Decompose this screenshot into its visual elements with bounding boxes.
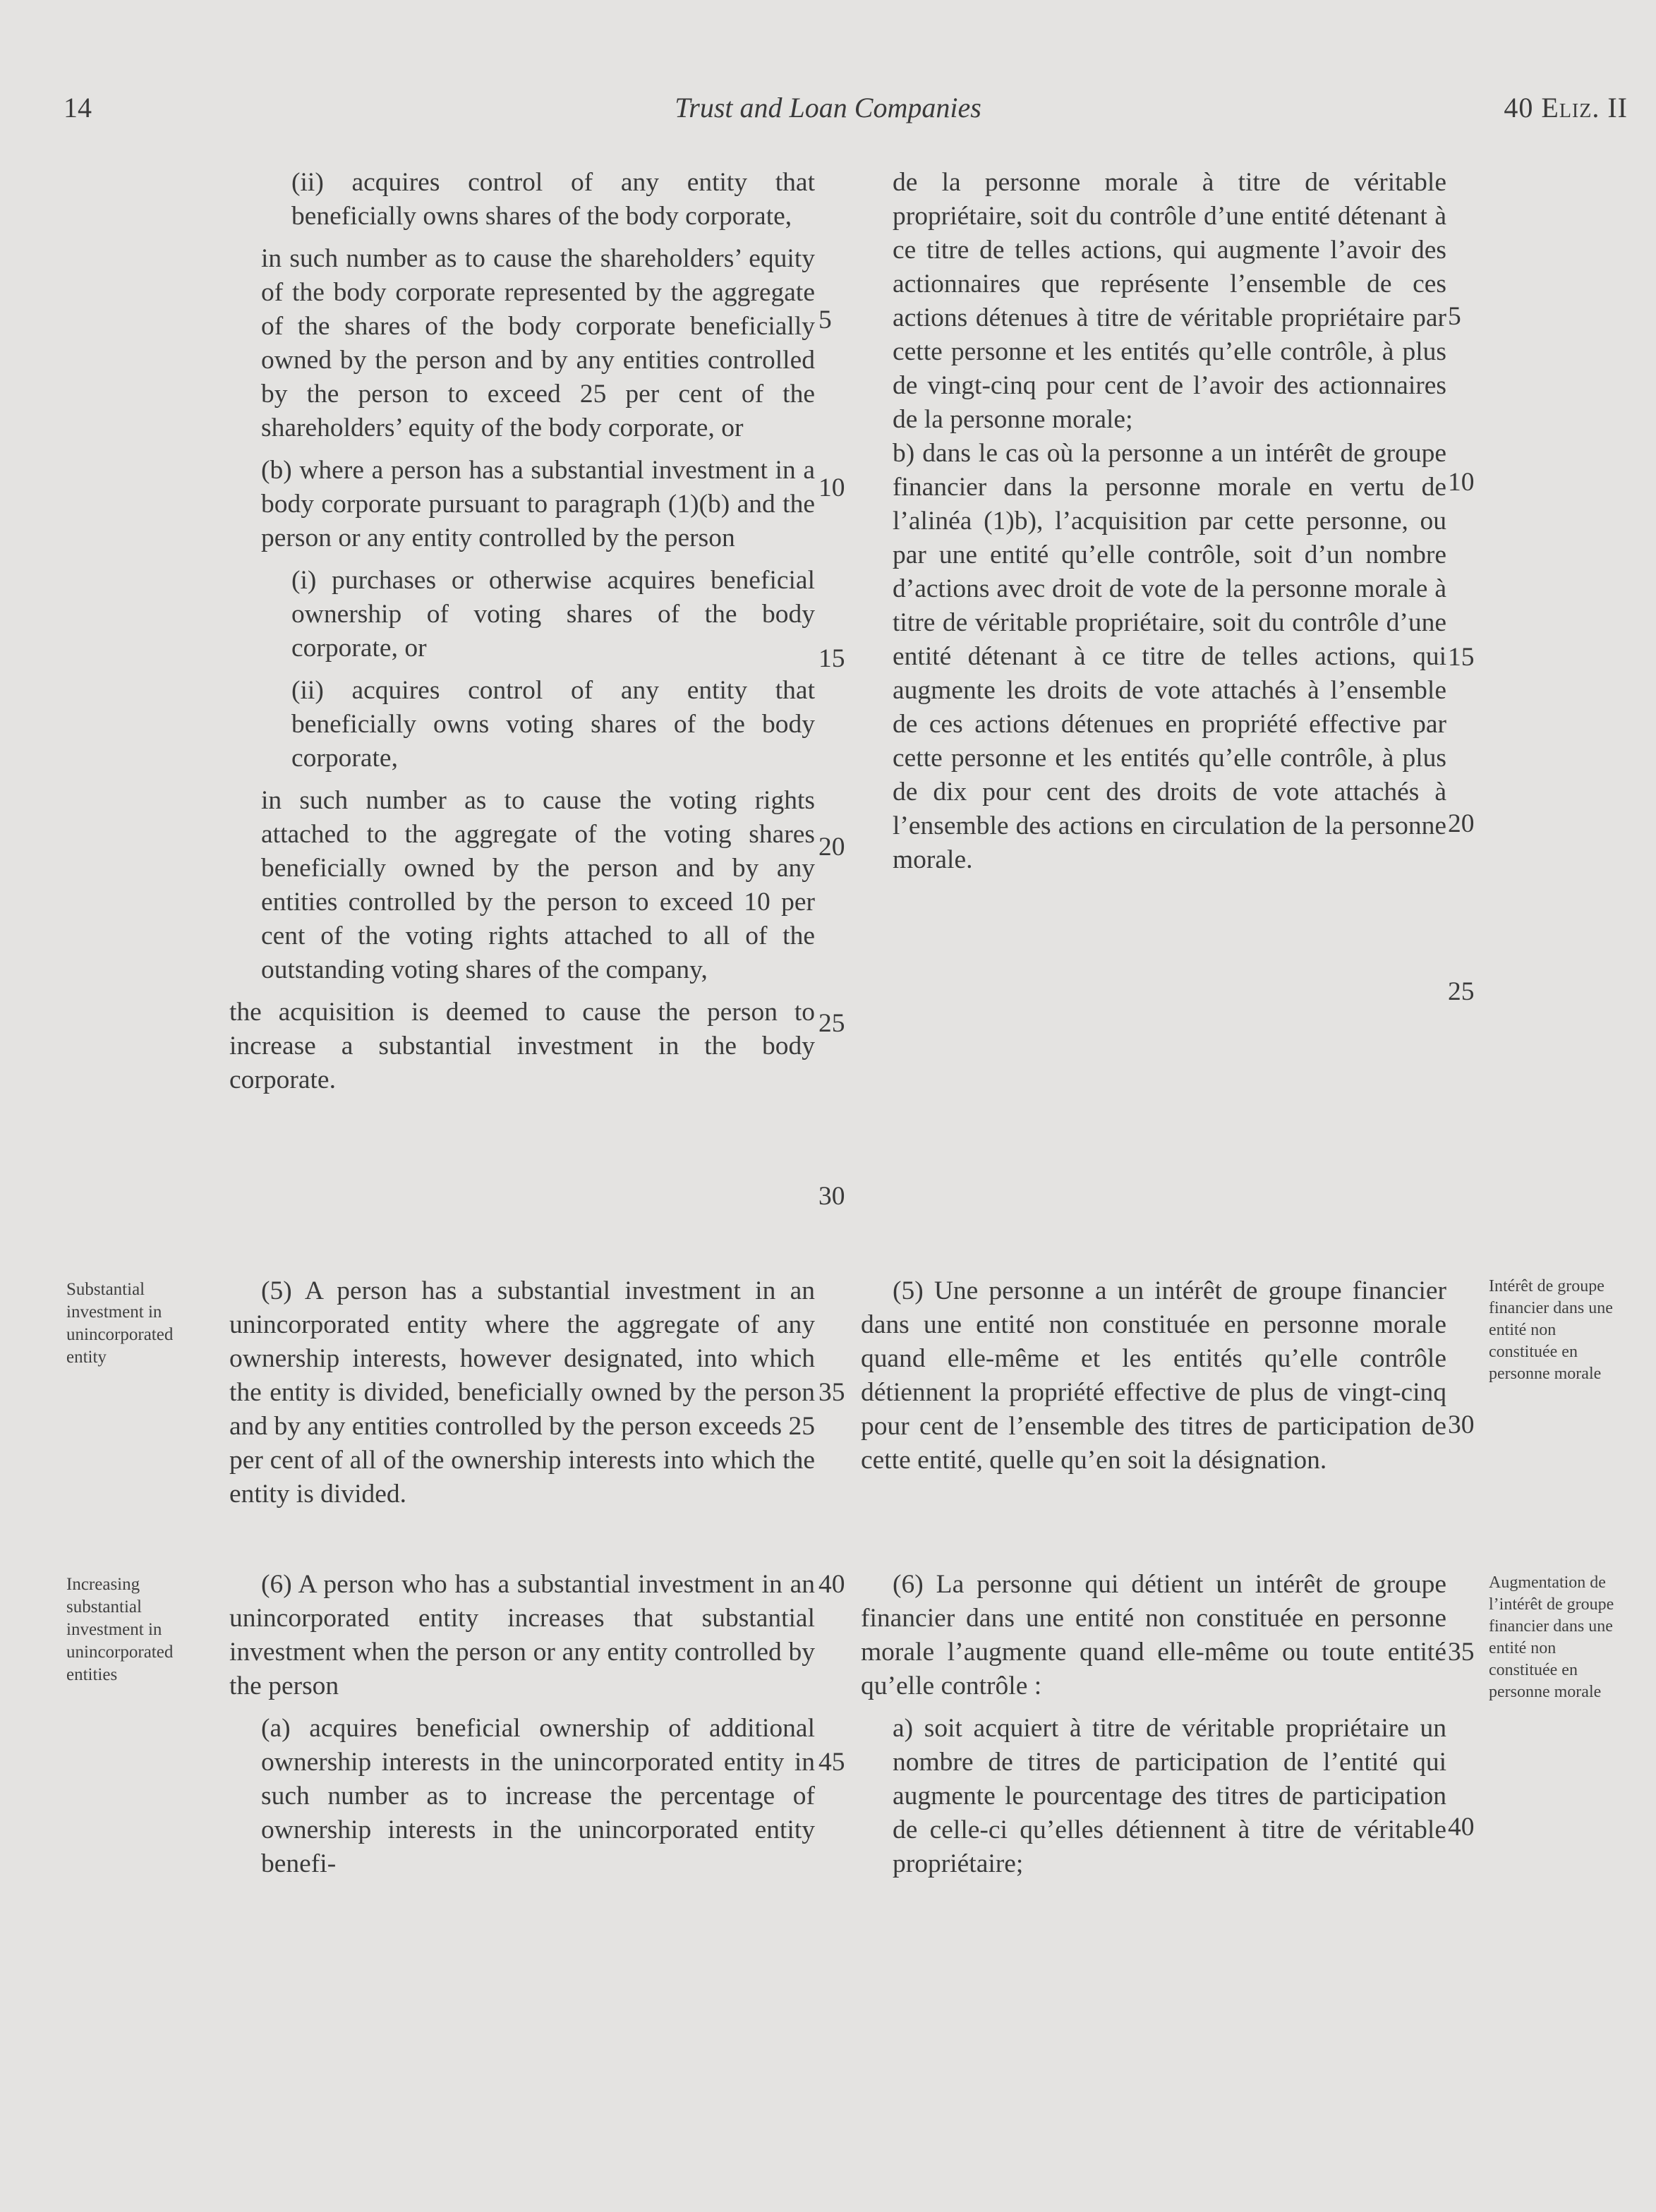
fr-line-number: 30 (1448, 1410, 1475, 1439)
fr-line-number: 25 (1448, 977, 1475, 1006)
en-line-number: 15 (818, 644, 845, 673)
en-such-number-10: in such number as to cause the voting rights attached to the aggregate of the voting shares beneficially owned by the person and by any entities controlled by the person to exceed 10 per cent of the voting rights attached to all of the outstanding voting shares of the company, (261, 786, 815, 984)
en-line-number: 35 (818, 1378, 845, 1407)
fr-line-number: 20 (1448, 809, 1475, 838)
running-title: Trust and Loan Companies (675, 92, 981, 123)
en-line-number: 40 (818, 1570, 845, 1599)
en-section-6-text: (6) A person who has a substantial investment in an unincorporated entity increases that substantial investment when the person or any entity controlled by the person (229, 1570, 815, 1700)
en-section-6 (229, 1568, 815, 1881)
regnal-year: 40 Eliz. II (1504, 92, 1628, 123)
en-subparagraph-ii-shares: (ii) acquires control of any entity that beneficially owns shares of the body corporate, (291, 168, 815, 231)
fr-section-6-a: a) soit acquiert à titre de véritable propriétaire un nombre de titres de participation de l’entité qui augmente le pourcentage des titres de participation de celle-ci qu’elles détiennent à titre de véritable propriétaire; (893, 1714, 1446, 1878)
en-subparagraph-i-voting: (i) purchases or otherwise acquires beneficial ownership of voting shares of the body corporate, or (291, 566, 815, 663)
fr-continuation: de la personne morale à titre de véritable propriétaire, soit du contrôle d’une entité détenant à ce titre de telles actions, qui augmente l’avoir des actionnaires que représente l’ensemble de ces actions détenues à titre de véritable propriétaire par cette personne et les entités qu’elle contrôle, à plus de vingt-cinq pour cent de l’avoir des actionnaires de la personne morale; (893, 168, 1446, 434)
fr-line-number: 5 (1448, 302, 1461, 331)
fr-section-5 (861, 1274, 1446, 1477)
en-line-number: 10 (818, 473, 845, 502)
en-section-6-a: (a) acquires beneficial ownership of additional ownership interests in the unincorporated entity in such number as to increase the percentage of ownership interests in the unincorporated entity benefi- (261, 1714, 815, 1878)
en-line-number: 30 (818, 1182, 845, 1211)
en-line-number: 45 (818, 1748, 845, 1777)
fr-line-number: 35 (1448, 1638, 1475, 1667)
en-paragraph-b: (b) where a person has a substantial investment in a body corporate pursuant to paragraph (1)(b) and the person or any entity controlled by the person (261, 456, 815, 552)
fr-section-5-text: (5) Une personne a un intérêt de groupe financier dans une entité non constituée en personne morale quand elle-même et les entités qu’elle contrôle détiennent la propriété effective de plus de vingt-cinq pour cent de l’ensemble des titres de participation de cette entité, quelle qu’en soit la désignation. (861, 1276, 1446, 1475)
en-deemed-clause: the acquisition is deemed to cause the person to increase a substantial investment in the body corporate. (229, 998, 815, 1094)
en-line-number: 20 (818, 833, 845, 862)
french-column-block-1 (861, 166, 1446, 877)
fr-margin-note-5: Intérêt de groupe financier dans une entité non constituée en personne morale (1489, 1277, 1613, 1383)
fr-line-number: 40 (1448, 1813, 1475, 1842)
en-section-5-text: (5) A person has a substantial investment in an unincorporated entity where the aggregate of any ownership interests, however designated, into which the entity is divided, beneficially owned by the person and by any entities controlled by the person exceeds 25 per cent of all of the ownership interests into which the entity is divided. (229, 1276, 815, 1509)
fr-alinea-b: b) dans le cas où la personne a un intérêt de groupe financier dans la personne morale en vertu de l’alinéa (1)b), l’acquisition par cette personne, ou par une entité qu’elle contrôle, soit d’un nombre d’actions avec droit de vote de la personne morale à titre de véritable propriétaire, soit du contrôle d’une entité détenant à ce titre de telles actions, qui augmente les droits de vote attachés à l’ensemble de ces actions détenues en propriété effective par cette personne et les entités qu’elle contrôle, à plus de dix pour cent des droits de vote attachés à l’ensemble des actions en circulation de la personne morale. (893, 439, 1446, 874)
en-margin-note-5: Substantial investment in unincorporated entity (66, 1280, 174, 1367)
en-such-number-25: in such number as to cause the shareholders’ equity of the body corporate represented by the aggregate of the shares of the body corporate beneficially owned by the person and by any entities controlled by the person to exceed 25 per cent of the shareholders’ equity of the body corporate, or (261, 244, 815, 442)
fr-section-6 (861, 1568, 1446, 1881)
en-line-number: 25 (818, 1009, 845, 1038)
fr-line-number: 15 (1448, 643, 1475, 672)
fr-line-number: 10 (1448, 468, 1475, 497)
page-number: 14 (64, 92, 92, 123)
english-column-block-1 (229, 166, 815, 1097)
fr-section-6-text: (6) La personne qui détient un intérêt de groupe financier dans une entité non constituée en personne morale l’augmente quand elle-même ou toute entité qu’elle contrôle : (861, 1570, 1446, 1700)
en-margin-note-6: Increasing substantial investment in unincorporated entities (66, 1575, 174, 1684)
fr-margin-note-6: Augmentation de l’intérêt de groupe financier dans une entité non constituée en personne morale (1489, 1573, 1614, 1701)
en-section-5 (229, 1274, 815, 1511)
en-subparagraph-ii-voting: (ii) acquires control of any entity that beneficially owns voting shares of the body corporate, (291, 676, 815, 773)
en-line-number: 5 (818, 306, 832, 334)
